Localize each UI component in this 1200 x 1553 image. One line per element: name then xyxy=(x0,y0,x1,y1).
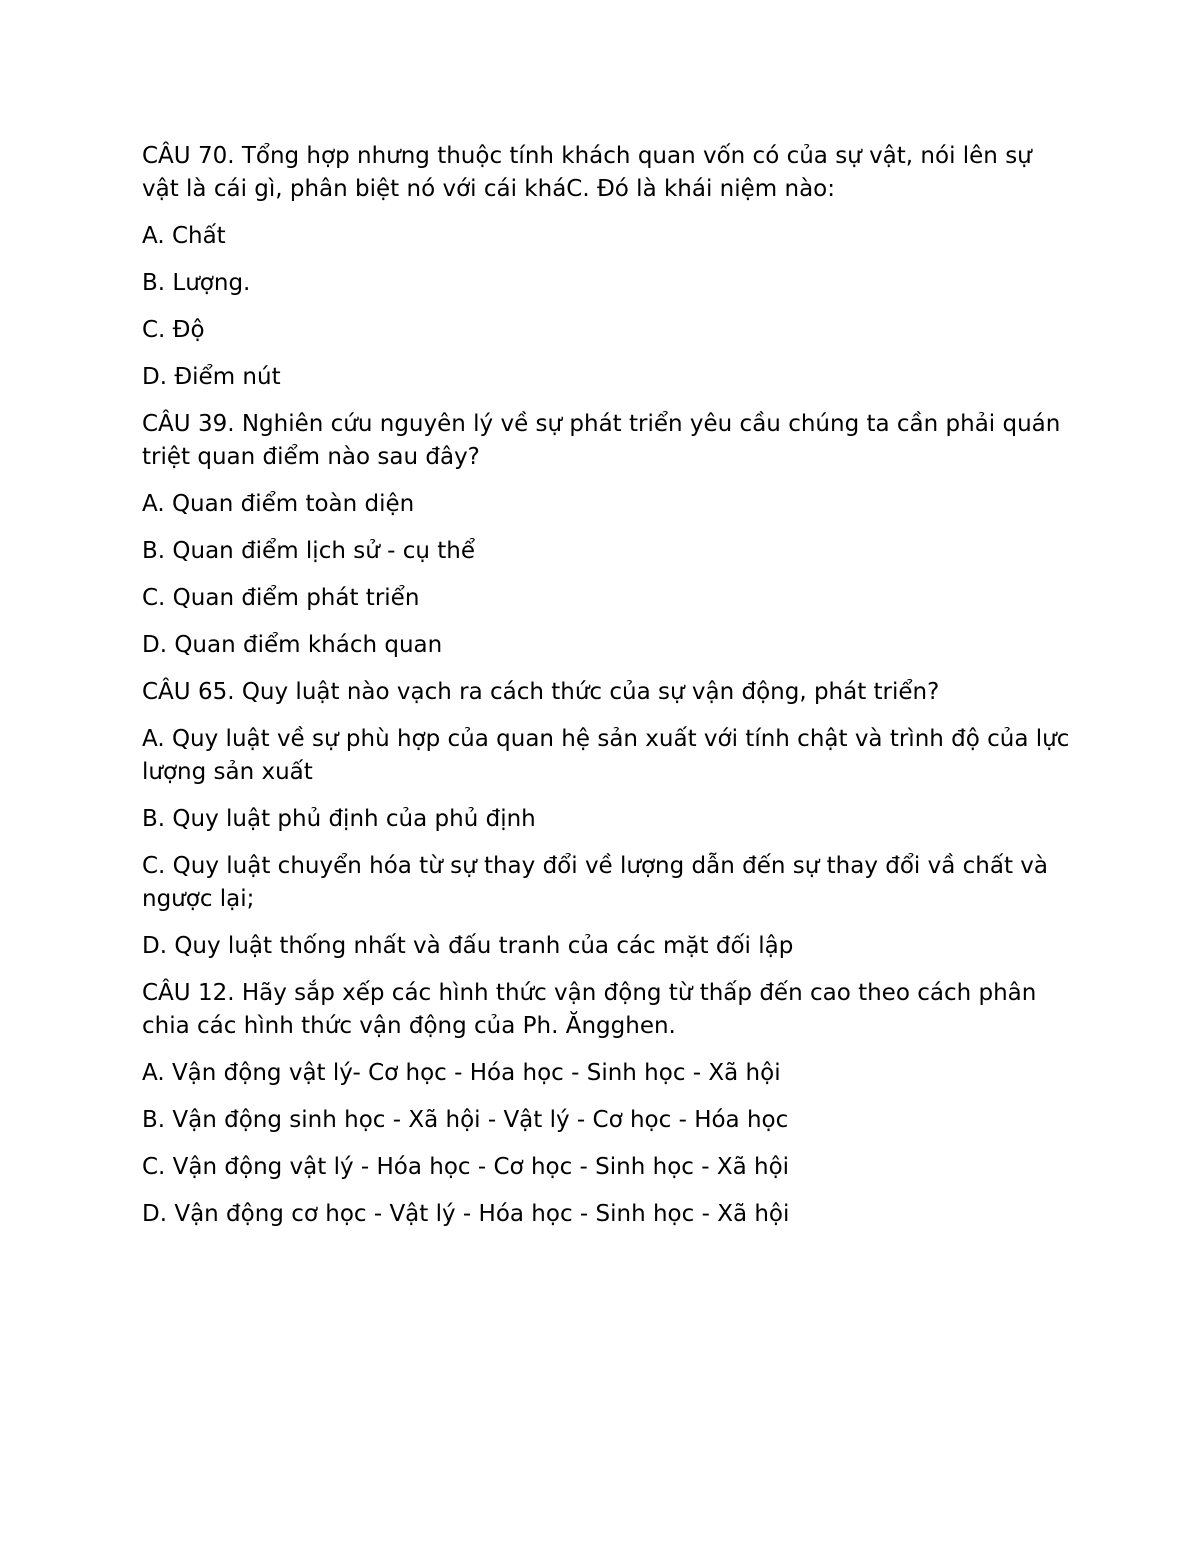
question-text: CÂU 70. Tổng hợp nhưng thuộc tính khách quan vốn có của sự vật, nói lên sự vật là cái gì, phân biệt nó với cái kháC. Đó là khái niệm nào: xyxy=(142,143,1032,202)
question-block xyxy=(142,140,1072,394)
answer-option: D. Quy luật thống nhất và đấu tranh của các mặt đối lập xyxy=(142,933,794,959)
answer-option: B. Lượng. xyxy=(142,270,251,296)
answer-option: B. Quan điểm lịch sử - cụ thể xyxy=(142,538,475,564)
question-text: CÂU 65. Quy luật nào vạch ra cách thức của sự vận động, phát triển? xyxy=(142,679,940,705)
answer-option: A. Vận động vật lý- Cơ học - Hóa học - Sinh học - Xã hội xyxy=(142,1060,781,1086)
answer-option: A. Quy luật về sự phù hợp của quan hệ sản xuất với tính chật và trình độ của lực lượng sản xuất xyxy=(142,726,1070,785)
question-text: CÂU 39. Nghiên cứu nguyên lý về sự phát triển yêu cầu chúng ta cần phải quán triệt quan điểm nào sau đây? xyxy=(142,411,1061,470)
answer-option: C. Quan điểm phát triển xyxy=(142,585,420,611)
answer-option: D. Điểm nút xyxy=(142,364,281,390)
answer-option: C. Vận động vật lý - Hóa học - Cơ học - Sinh học - Xã hội xyxy=(142,1154,790,1180)
answer-option: D. Quan điểm khách quan xyxy=(142,632,443,658)
document-page xyxy=(142,140,1072,1245)
question-text: CÂU 12. Hãy sắp xếp các hình thức vận động từ thấp đến cao theo cách phân chia các hình thức vận động của Ph. Ăngghen. xyxy=(142,980,1037,1039)
answer-option: C. Độ xyxy=(142,317,205,343)
answer-option: A. Chất xyxy=(142,223,226,249)
answer-option: C. Quy luật chuyển hóa từ sự thay đổi về lượng dẫn đến sự thay đổi vầ chất và ngược lại; xyxy=(142,853,1048,912)
answer-option: A. Quan điểm toàn diện xyxy=(142,491,415,517)
question-block xyxy=(142,408,1072,662)
answer-option: B. Quy luật phủ định của phủ định xyxy=(142,806,536,832)
answer-option: D. Vận động cơ học - Vật lý - Hóa học - Sinh học - Xã hội xyxy=(142,1201,790,1227)
answer-option: B. Vận động sinh học - Xã hội - Vật lý - Cơ học - Hóa học xyxy=(142,1107,789,1133)
question-block xyxy=(142,676,1072,963)
question-block xyxy=(142,977,1072,1231)
